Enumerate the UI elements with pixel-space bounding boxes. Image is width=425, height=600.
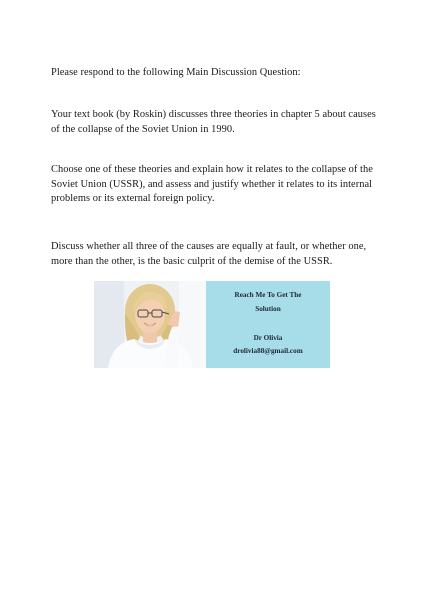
question-intro: Please respond to the following Main Discussion Question: xyxy=(51,67,301,78)
contact-email: drolivia88@gmail.com xyxy=(233,347,303,355)
woman-with-glasses-photo xyxy=(94,281,206,368)
ad-headline-line2: Solution xyxy=(255,305,281,313)
contact-banner xyxy=(94,281,330,368)
contact-name: Dr Olivia xyxy=(253,334,283,342)
question-discussion: Discuss whether all three of the causes are equally at fault, or whether one, more than the other, is the basic culprit of the demise of the USSR. xyxy=(51,241,367,267)
contact-ad-panel xyxy=(206,281,330,368)
question-task: Choose one of these theories and explain how it relates to the collapse of the Soviet Union (USSR), and assess and justify whether it relates to its internal problems or its external foreign policy. xyxy=(51,164,373,204)
ad-headline-line1: Reach Me To Get The xyxy=(234,291,302,299)
question-context: Your text book (by Roskin) discusses three theories in chapter 5 about causes of the collapse of the Soviet Union in 1990. xyxy=(51,109,376,135)
